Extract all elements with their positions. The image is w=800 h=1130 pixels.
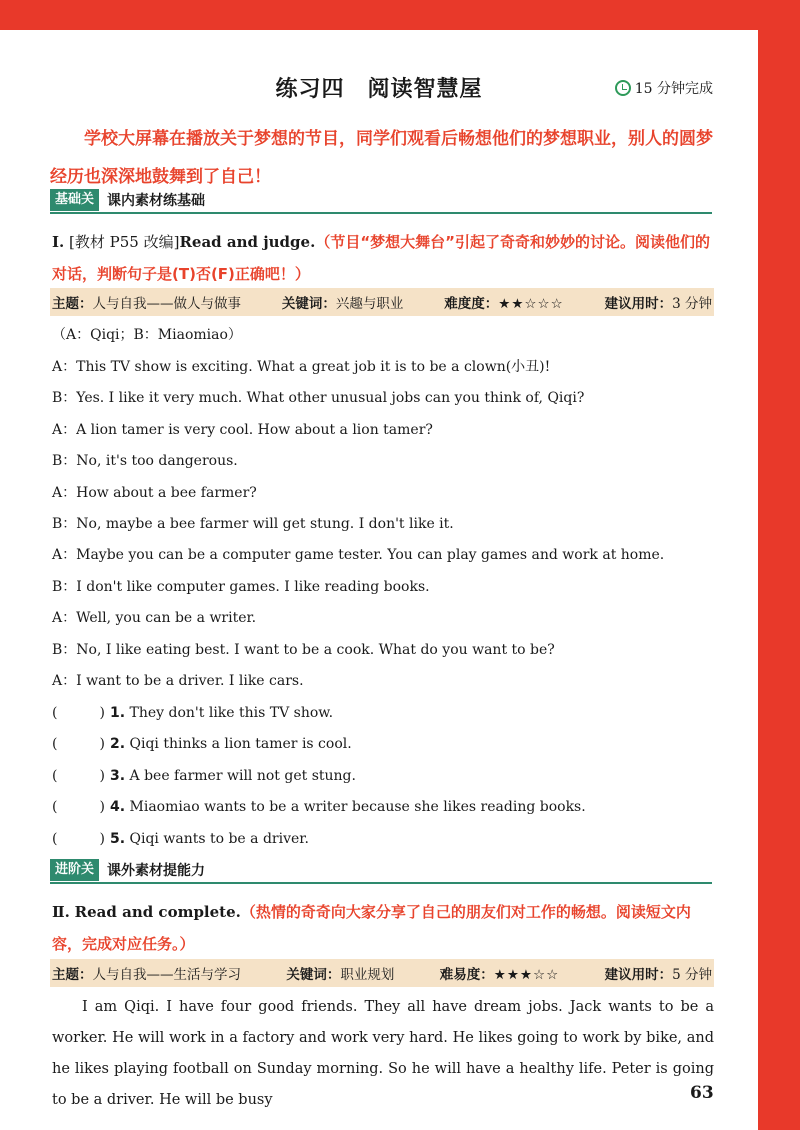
question-2-title: Read and complete. — [74, 903, 241, 921]
dialogue-line: B：No, it's too dangerous. — [52, 453, 238, 469]
theme-label: 主题： — [52, 967, 93, 983]
dialogue-line: A：This TV show is exciting. What a great job it is to be a clown(小丑)! — [52, 359, 551, 375]
answer-blank[interactable]: ( ) — [52, 799, 105, 815]
question-text: A bee farmer will not get stung. — [129, 768, 356, 784]
dialogue-line: B：No, maybe a bee farmer will get stung. I don't like it. — [52, 516, 454, 532]
top-red-border — [0, 0, 800, 30]
question-1-header — [52, 226, 717, 290]
time-label: 建议用时： — [604, 967, 673, 983]
keyword-label: 关键词： — [281, 296, 336, 312]
section-basic-label: 课内素材练基础 — [107, 193, 206, 209]
question-text: Miaomiao wants to be a writer because she likes reading books. — [129, 799, 586, 815]
worksheet-page — [0, 30, 758, 1130]
section-basic-badge: 基础关 — [50, 189, 99, 211]
question-number: 1. — [110, 705, 126, 721]
question-2-number: Ⅱ. — [52, 903, 70, 921]
question-1-instruction: （节目“梦想大舞台”引起了奇奇和妙妙的讨论。阅读他们的对话，判断句子是(T)否(F)正确吧！） — [52, 233, 711, 283]
theme-label: 主题： — [52, 296, 93, 312]
question-number: 5. — [110, 831, 126, 847]
judge-question-1 — [52, 702, 333, 722]
timer — [615, 78, 713, 98]
right-red-border — [758, 0, 800, 1130]
dialogue-line: B：No, I like eating best. I want to be a cook. What do you want to be? — [52, 642, 555, 658]
section-advanced-label: 课外素材提能力 — [107, 863, 206, 879]
answer-blank[interactable]: ( ) — [52, 705, 105, 721]
question-number: 2. — [110, 736, 126, 752]
intro-text: 学校大屏幕在播放关于梦想的节目，同学们观看后畅想他们的梦想职业，别人的圆梦经历也深深地鼓舞到了自己！ — [50, 129, 713, 187]
dialogue-line: B：Yes. I like it very much. What other unusual jobs can you think of, Qiqi? — [52, 390, 585, 406]
theme-value: 人与自我——做人与做事 — [92, 296, 241, 312]
alarm-clock-icon — [615, 80, 631, 96]
time-value: 3 分钟 — [672, 296, 712, 312]
question-text: They don't like this TV show. — [129, 705, 334, 721]
question-2-instruction: （热情的奇奇向大家分享了自己的朋友们对工作的畅想。阅读短文内容，完成对应任务。） — [52, 903, 691, 953]
dialogue-line: A：Well, you can be a writer. — [52, 610, 257, 626]
dialogue-line: B：I don't like computer games. I like reading books. — [52, 579, 430, 595]
judge-question-2 — [52, 733, 352, 753]
question-text: Qiqi wants to be a driver. — [129, 831, 309, 847]
judge-question-3 — [52, 765, 356, 785]
dialogue-line: A：Maybe you can be a computer game tester. You can play games and work at home. — [52, 547, 665, 563]
section-advanced-badge: 进阶关 — [50, 859, 99, 881]
answer-blank[interactable]: ( ) — [52, 831, 105, 847]
time-value: 5 分钟 — [672, 967, 712, 983]
dialogue-roles: （A：Qiqi；B：Miaomiao） — [52, 327, 242, 343]
section-basic-bar — [50, 188, 712, 214]
question-number: 4. — [110, 799, 126, 815]
difficulty-label: 难易度： — [439, 967, 494, 983]
section-advanced-bar — [50, 858, 712, 884]
difficulty-stars: ★★☆☆☆ — [498, 296, 564, 312]
question-1-title: Read and judge. — [179, 233, 316, 251]
dialogue-line: A：How about a bee farmer? — [52, 485, 257, 501]
dialogue-line: A：I want to be a driver. I like cars. — [52, 673, 304, 689]
theme-value: 人与自我——生活与学习 — [92, 967, 241, 983]
time-label: 建议用时： — [604, 296, 673, 312]
keyword-value: 兴趣与职业 — [335, 296, 404, 312]
question-1-source: [教材 P55 改编] — [69, 233, 180, 251]
dialogue-line: A：A lion tamer is very cool. How about a lion tamer? — [52, 422, 433, 438]
judge-question-4 — [52, 796, 586, 816]
question-number: 3. — [110, 768, 126, 784]
question-2-header — [52, 896, 717, 960]
answer-blank[interactable]: ( ) — [52, 768, 105, 784]
reading-passage: I am Qiqi. I have four good friends. They all have dream jobs. Jack wants to be a worker. He will work in a factory and work very hard. He likes going to work by bike, and he likes playing football on Sunday morning. So he will have a healthy life. Peter is going to be a driver. He will be busy — [52, 999, 714, 1108]
question-text: Qiqi thinks a lion tamer is cool. — [129, 736, 352, 752]
page-number: 63 — [690, 1083, 714, 1103]
title-row — [0, 72, 758, 102]
difficulty-stars: ★★★☆☆ — [493, 967, 560, 983]
page-title: 练习四 阅读智慧屋 — [275, 77, 483, 102]
question-1-meta — [50, 288, 714, 316]
question-2-meta — [50, 959, 714, 987]
keyword-value: 职业规划 — [340, 967, 395, 983]
keyword-label: 关键词： — [286, 967, 341, 983]
timer-label: 15 分钟完成 — [634, 81, 713, 97]
answer-blank[interactable]: ( ) — [52, 736, 105, 752]
question-1-number: Ⅰ. — [52, 233, 65, 251]
difficulty-label: 难度度： — [444, 296, 499, 312]
judge-question-5 — [52, 828, 309, 848]
